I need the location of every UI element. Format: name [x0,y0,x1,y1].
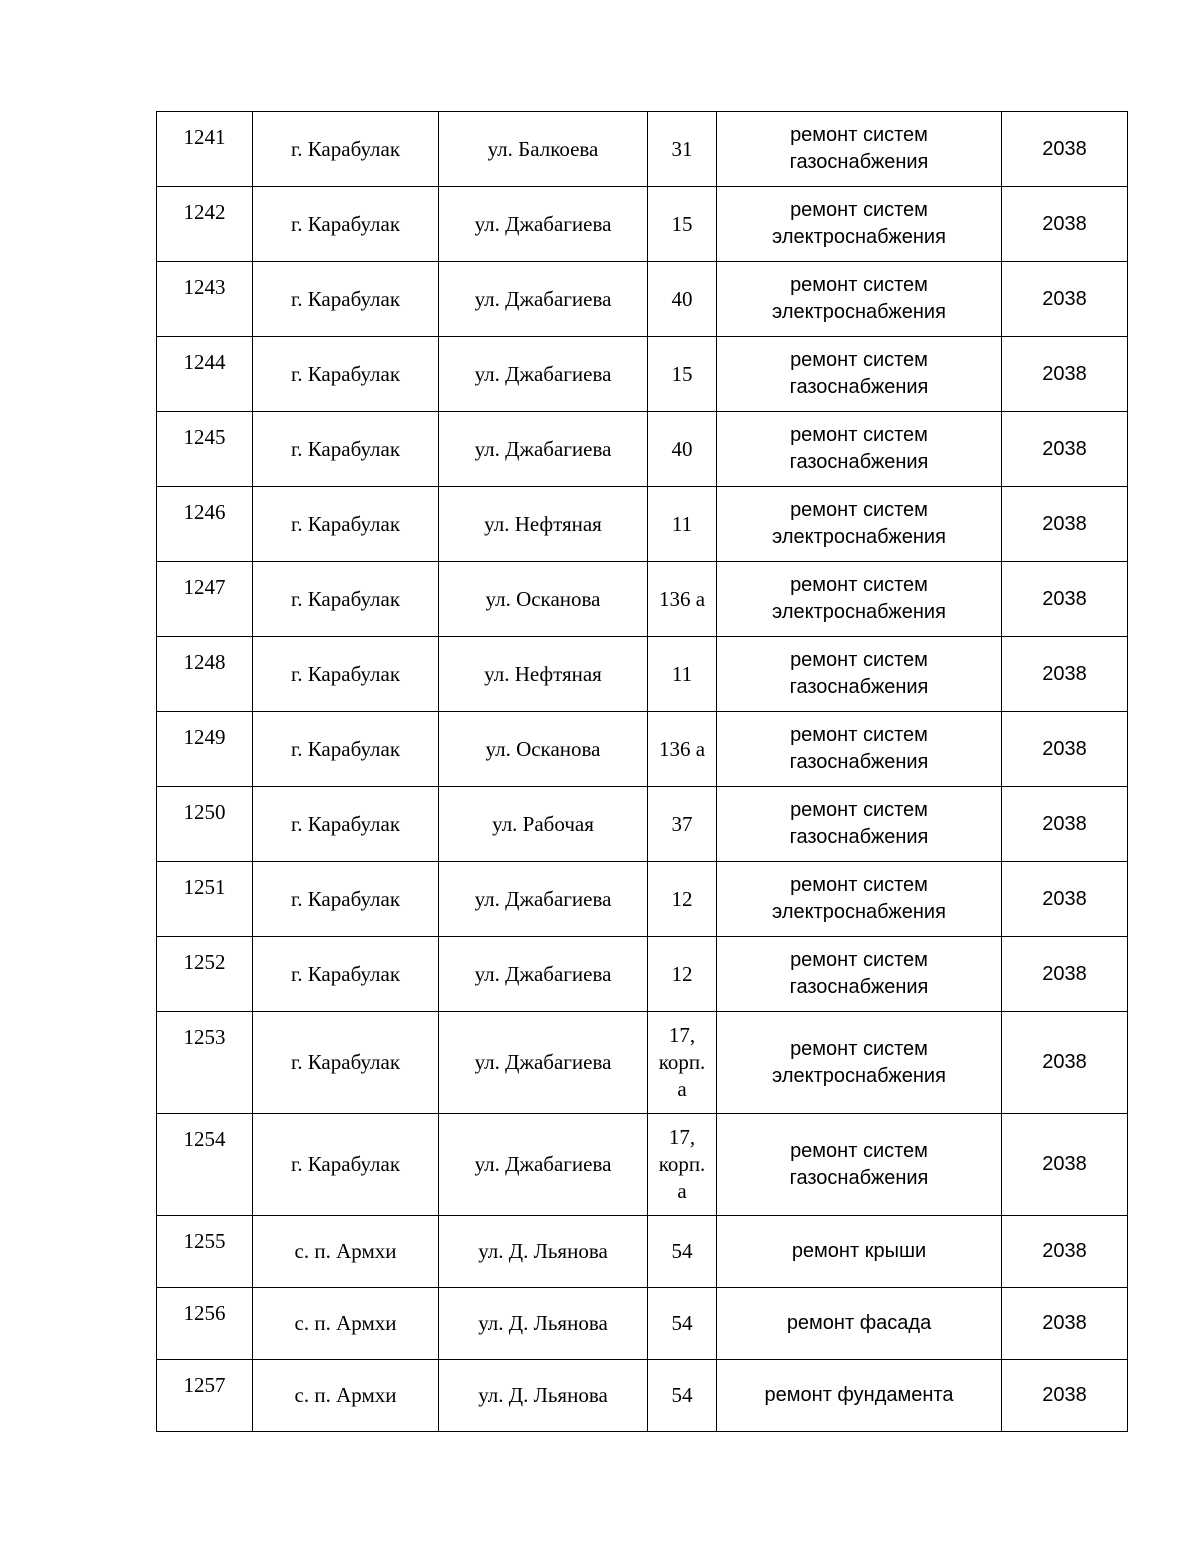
house-number-cell: 12 [648,937,717,1012]
table-row [157,187,1128,262]
table-row [157,1114,1128,1216]
row-number-cell: 1254 [157,1114,253,1216]
row-number-cell: 1255 [157,1216,253,1288]
work-type-cell: ремонт систем электроснабжения [717,1012,1002,1114]
street-cell: ул. Д. Льянова [439,1216,648,1288]
street-cell: ул. Нефтяная [439,487,648,562]
house-number-cell: 54 [648,1360,717,1432]
house-number-cell: 54 [648,1216,717,1288]
locality-cell: г. Карабулак [253,262,439,337]
year-cell: 2038 [1002,1012,1128,1114]
row-number-cell: 1242 [157,187,253,262]
locality-cell: г. Карабулак [253,337,439,412]
table-row [157,712,1128,787]
house-number-cell: 136 а [648,562,717,637]
table-row [157,262,1128,337]
year-cell: 2038 [1002,262,1128,337]
locality-cell: г. Карабулак [253,187,439,262]
locality-cell: г. Карабулак [253,487,439,562]
street-cell: ул. Д. Льянова [439,1288,648,1360]
house-number-cell: 54 [648,1288,717,1360]
row-number-cell: 1245 [157,412,253,487]
row-number-cell: 1257 [157,1360,253,1432]
locality-cell: г. Карабулак [253,637,439,712]
row-number-cell: 1252 [157,937,253,1012]
work-type-cell: ремонт систем электроснабжения [717,487,1002,562]
table-row [157,412,1128,487]
street-cell: ул. Джабагиева [439,337,648,412]
table-row [157,112,1128,187]
street-cell: ул. Джабагиева [439,862,648,937]
row-number-cell: 1246 [157,487,253,562]
year-cell: 2038 [1002,1360,1128,1432]
row-number-cell: 1253 [157,1012,253,1114]
work-type-cell: ремонт систем газоснабжения [717,337,1002,412]
house-number-cell: 11 [648,637,717,712]
row-number-cell: 1244 [157,337,253,412]
house-number-cell: 31 [648,112,717,187]
work-type-cell: ремонт систем газоснабжения [717,1114,1002,1216]
locality-cell: с. п. Армхи [253,1216,439,1288]
street-cell: ул. Осканова [439,562,648,637]
work-type-cell: ремонт систем газоснабжения [717,712,1002,787]
locality-cell: г. Карабулак [253,1114,439,1216]
row-number-cell: 1256 [157,1288,253,1360]
row-number-cell: 1241 [157,112,253,187]
locality-cell: с. п. Армхи [253,1288,439,1360]
repair-schedule-table [156,111,1128,1432]
table-row [157,1216,1128,1288]
table-row [157,862,1128,937]
table-row [157,562,1128,637]
street-cell: ул. Джабагиева [439,412,648,487]
locality-cell: г. Карабулак [253,937,439,1012]
year-cell: 2038 [1002,862,1128,937]
work-type-cell: ремонт систем электроснабжения [717,862,1002,937]
house-number-cell: 17, корп. а [648,1114,717,1216]
street-cell: ул. Д. Льянова [439,1360,648,1432]
work-type-cell: ремонт систем газоснабжения [717,787,1002,862]
house-number-cell: 37 [648,787,717,862]
locality-cell: г. Карабулак [253,562,439,637]
locality-cell: г. Карабулак [253,112,439,187]
table-body [157,112,1128,1432]
street-cell: ул. Рабочая [439,787,648,862]
work-type-cell: ремонт систем электроснабжения [717,187,1002,262]
house-number-cell: 15 [648,187,717,262]
year-cell: 2038 [1002,187,1128,262]
street-cell: ул. Нефтяная [439,637,648,712]
street-cell: ул. Балкоева [439,112,648,187]
work-type-cell: ремонт систем газоснабжения [717,937,1002,1012]
house-number-cell: 11 [648,487,717,562]
work-type-cell: ремонт систем газоснабжения [717,412,1002,487]
year-cell: 2038 [1002,712,1128,787]
work-type-cell: ремонт фундамента [717,1360,1002,1432]
locality-cell: с. п. Армхи [253,1360,439,1432]
row-number-cell: 1248 [157,637,253,712]
work-type-cell: ремонт систем газоснабжения [717,112,1002,187]
year-cell: 2038 [1002,487,1128,562]
street-cell: ул. Осканова [439,712,648,787]
work-type-cell: ремонт крыши [717,1216,1002,1288]
work-type-cell: ремонт систем электроснабжения [717,562,1002,637]
year-cell: 2038 [1002,1114,1128,1216]
house-number-cell: 12 [648,862,717,937]
house-number-cell: 15 [648,337,717,412]
work-type-cell: ремонт систем электроснабжения [717,262,1002,337]
row-number-cell: 1250 [157,787,253,862]
street-cell: ул. Джабагиева [439,1114,648,1216]
year-cell: 2038 [1002,937,1128,1012]
table-row [157,1360,1128,1432]
year-cell: 2038 [1002,562,1128,637]
table-row [157,1288,1128,1360]
table-row [157,487,1128,562]
year-cell: 2038 [1002,412,1128,487]
locality-cell: г. Карабулак [253,712,439,787]
row-number-cell: 1247 [157,562,253,637]
house-number-cell: 17, корп. а [648,1012,717,1114]
house-number-cell: 40 [648,412,717,487]
street-cell: ул. Джабагиева [439,187,648,262]
table-row [157,637,1128,712]
year-cell: 2038 [1002,637,1128,712]
locality-cell: г. Карабулак [253,862,439,937]
year-cell: 2038 [1002,337,1128,412]
house-number-cell: 136 а [648,712,717,787]
house-number-cell: 40 [648,262,717,337]
row-number-cell: 1251 [157,862,253,937]
row-number-cell: 1243 [157,262,253,337]
table-row [157,787,1128,862]
street-cell: ул. Джабагиева [439,937,648,1012]
year-cell: 2038 [1002,1288,1128,1360]
year-cell: 2038 [1002,787,1128,862]
table-row [157,937,1128,1012]
year-cell: 2038 [1002,1216,1128,1288]
street-cell: ул. Джабагиева [439,1012,648,1114]
year-cell: 2038 [1002,112,1128,187]
table-row [157,337,1128,412]
work-type-cell: ремонт фасада [717,1288,1002,1360]
locality-cell: г. Карабулак [253,412,439,487]
locality-cell: г. Карабулак [253,1012,439,1114]
table-row [157,1012,1128,1114]
row-number-cell: 1249 [157,712,253,787]
work-type-cell: ремонт систем газоснабжения [717,637,1002,712]
street-cell: ул. Джабагиева [439,262,648,337]
locality-cell: г. Карабулак [253,787,439,862]
